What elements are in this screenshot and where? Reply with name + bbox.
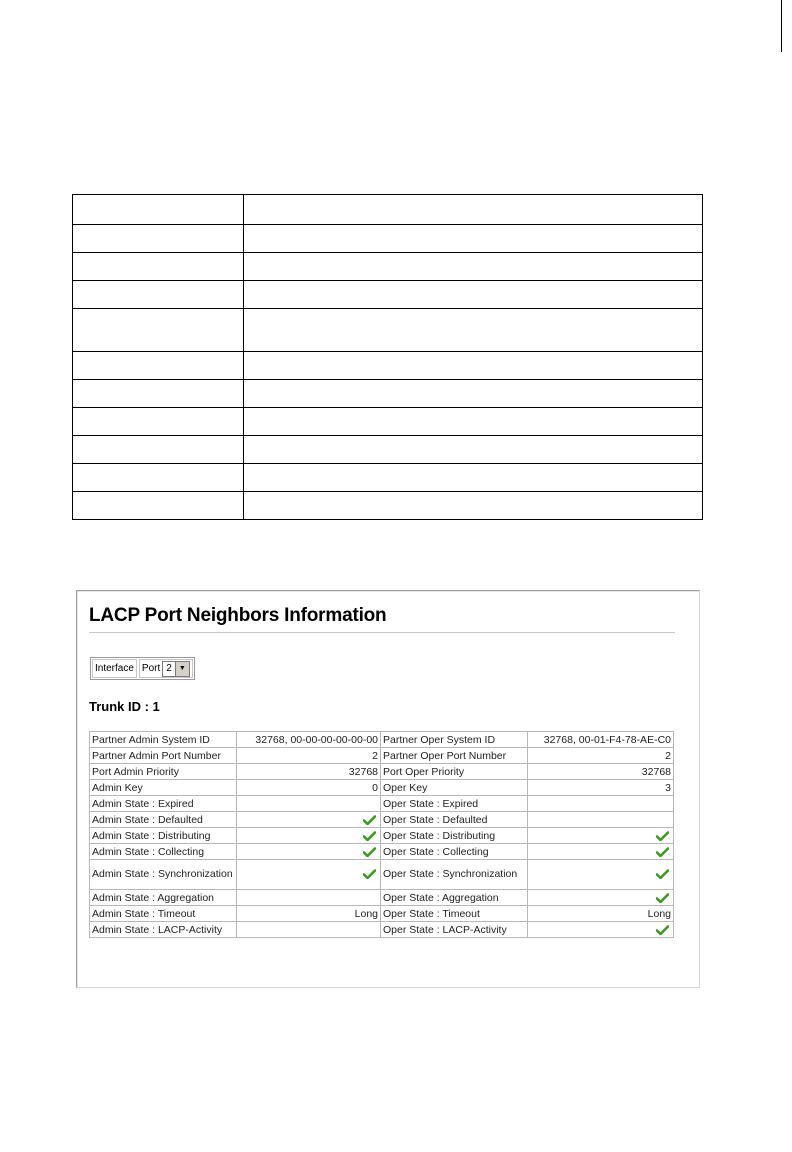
oper-state-cell bbox=[528, 812, 674, 828]
admin-field-value: Long bbox=[237, 906, 381, 922]
table-row bbox=[90, 922, 674, 938]
table-row bbox=[90, 860, 674, 890]
port-select[interactable] bbox=[162, 661, 190, 677]
table-row bbox=[90, 812, 674, 828]
oper-field-label: Oper State : Aggregation bbox=[381, 890, 528, 906]
admin-field-label: Admin State : Synchronization bbox=[90, 860, 237, 890]
table-row bbox=[90, 828, 674, 844]
oper-field-label: Oper State : Defaulted bbox=[381, 812, 528, 828]
admin-field-label: Admin State : Defaulted bbox=[90, 812, 237, 828]
oper-field-label: Oper State : LACP-Activity bbox=[381, 922, 528, 938]
port-cell bbox=[139, 659, 193, 678]
admin-field-value: 0 bbox=[237, 780, 381, 796]
oper-field-value: 32768, 00-01-F4-78-AE-C0 bbox=[528, 732, 674, 748]
admin-field-label: Admin State : Expired bbox=[90, 796, 237, 812]
admin-field-label: Admin Key bbox=[90, 780, 237, 796]
oper-state-cell bbox=[528, 860, 674, 890]
table-row bbox=[90, 796, 674, 812]
check-icon bbox=[656, 847, 669, 857]
table-row bbox=[90, 890, 674, 906]
oper-state-cell bbox=[528, 890, 674, 906]
admin-field-label: Port Admin Priority bbox=[90, 764, 237, 780]
check-icon bbox=[656, 869, 669, 879]
oper-field-label: Oper State : Synchronization bbox=[381, 860, 528, 890]
interface-selector bbox=[90, 657, 195, 680]
oper-state-cell bbox=[528, 796, 674, 812]
port-label: Port bbox=[141, 663, 161, 674]
oper-field-value: 32768 bbox=[528, 764, 674, 780]
trunk-id-label: Trunk ID : 1 bbox=[89, 699, 160, 714]
oper-field-label: Oper State : Distributing bbox=[381, 828, 528, 844]
oper-state-cell bbox=[528, 922, 674, 938]
table-row bbox=[90, 780, 674, 796]
oper-field-label: Port Oper Priority bbox=[381, 764, 528, 780]
chevron-down-icon[interactable]: ▼ bbox=[175, 662, 189, 676]
admin-field-label: Partner Admin Port Number bbox=[90, 748, 237, 764]
oper-state-cell bbox=[528, 828, 674, 844]
admin-field-label: Admin State : Distributing bbox=[90, 828, 237, 844]
check-icon bbox=[656, 925, 669, 935]
check-icon bbox=[363, 847, 376, 857]
check-icon bbox=[656, 893, 669, 903]
check-icon bbox=[656, 831, 669, 841]
admin-field-value: 2 bbox=[237, 748, 381, 764]
table-row bbox=[90, 906, 674, 922]
page-margin-line bbox=[781, 0, 782, 52]
admin-field-label: Admin State : Timeout bbox=[90, 906, 237, 922]
oper-field-label: Oper Key bbox=[381, 780, 528, 796]
title-divider bbox=[89, 632, 675, 633]
oper-field-label: Oper State : Collecting bbox=[381, 844, 528, 860]
check-icon bbox=[363, 869, 376, 879]
lacp-neighbors-panel bbox=[76, 590, 700, 988]
admin-field-label: Partner Admin System ID bbox=[90, 732, 237, 748]
table-row bbox=[90, 748, 674, 764]
admin-field-value: 32768, 00-00-00-00-00-00 bbox=[237, 732, 381, 748]
table-row bbox=[90, 764, 674, 780]
blank-document-table bbox=[72, 194, 703, 520]
port-select-value: 2 bbox=[166, 663, 172, 674]
admin-state-cell bbox=[237, 860, 381, 890]
admin-state-cell bbox=[237, 812, 381, 828]
page-title: LACP Port Neighbors Information bbox=[89, 605, 387, 626]
oper-field-value: 2 bbox=[528, 748, 674, 764]
oper-field-label: Partner Oper System ID bbox=[381, 732, 528, 748]
oper-field-label: Oper State : Timeout bbox=[381, 906, 528, 922]
admin-state-cell bbox=[237, 828, 381, 844]
admin-state-cell bbox=[237, 890, 381, 906]
table-row bbox=[90, 844, 674, 860]
admin-field-label: Admin State : Collecting bbox=[90, 844, 237, 860]
admin-field-value: 32768 bbox=[237, 764, 381, 780]
admin-field-label: Admin State : LACP-Activity bbox=[90, 922, 237, 938]
check-icon bbox=[363, 815, 376, 825]
admin-state-cell bbox=[237, 796, 381, 812]
oper-field-value: Long bbox=[528, 906, 674, 922]
oper-field-label: Partner Oper Port Number bbox=[381, 748, 528, 764]
table-row bbox=[90, 732, 674, 748]
admin-state-cell bbox=[237, 922, 381, 938]
interface-label: Interface bbox=[92, 659, 137, 678]
oper-field-label: Oper State : Expired bbox=[381, 796, 528, 812]
admin-field-label: Admin State : Aggregation bbox=[90, 890, 237, 906]
oper-state-cell bbox=[528, 844, 674, 860]
admin-state-cell bbox=[237, 844, 381, 860]
oper-field-value: 3 bbox=[528, 780, 674, 796]
check-icon bbox=[363, 831, 376, 841]
neighbors-info-table bbox=[89, 731, 674, 938]
